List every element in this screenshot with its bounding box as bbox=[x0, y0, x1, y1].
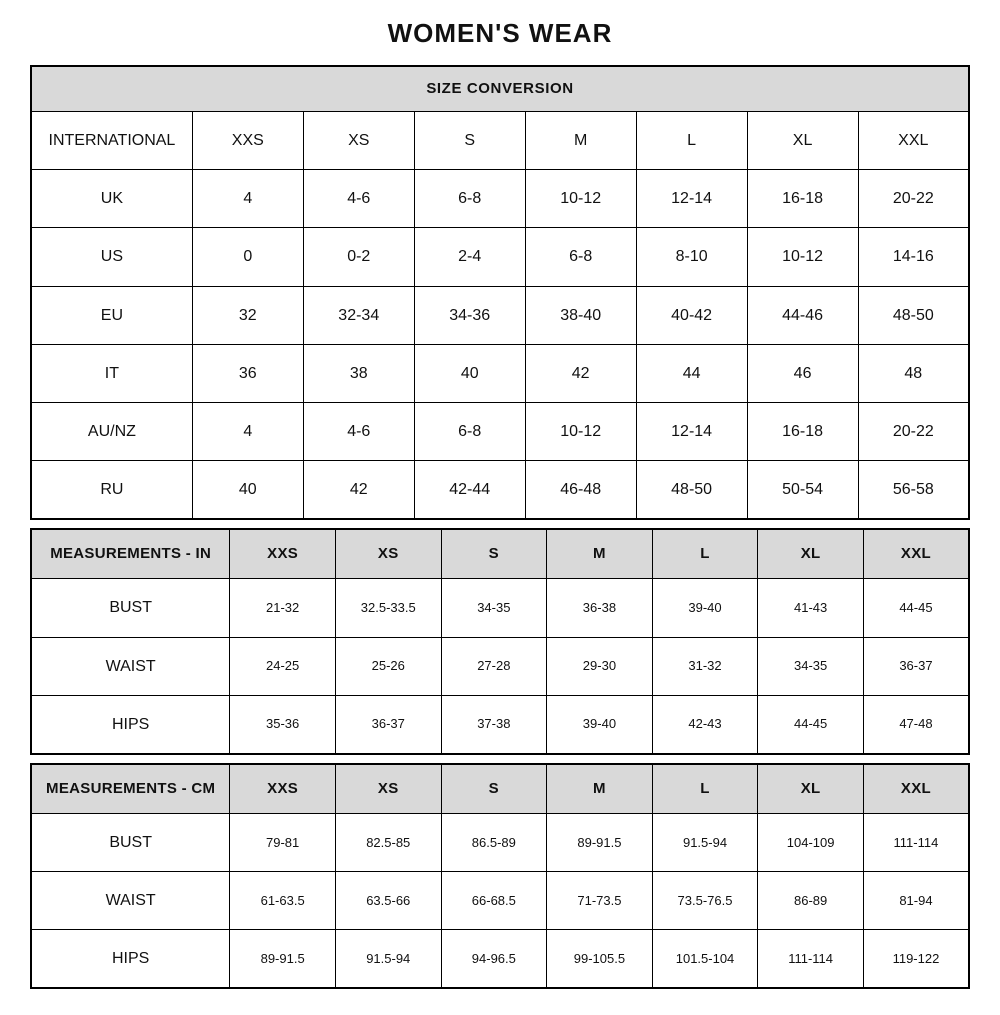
value-cell: 40-42 bbox=[636, 286, 747, 344]
value-cell: 86-89 bbox=[758, 872, 864, 930]
value-cell: 79-81 bbox=[230, 813, 336, 871]
value-cell: 0-2 bbox=[303, 228, 414, 286]
column-header: XS bbox=[303, 112, 414, 170]
value-cell: 32.5-33.5 bbox=[335, 579, 441, 637]
value-cell: 81-94 bbox=[863, 872, 969, 930]
value-cell: 24-25 bbox=[230, 637, 336, 695]
value-cell: 10-12 bbox=[525, 402, 636, 460]
column-header: L bbox=[636, 112, 747, 170]
value-cell: 44-46 bbox=[747, 286, 858, 344]
value-cell: 25-26 bbox=[335, 637, 441, 695]
value-cell: 21-32 bbox=[230, 579, 336, 637]
column-header: XXS bbox=[230, 529, 336, 579]
value-cell: 42-44 bbox=[414, 461, 525, 520]
row-label: UK bbox=[31, 170, 192, 228]
value-cell: 10-12 bbox=[747, 228, 858, 286]
value-cell: 4-6 bbox=[303, 170, 414, 228]
value-cell: 89-91.5 bbox=[230, 930, 336, 989]
value-cell: 50-54 bbox=[747, 461, 858, 520]
table-row bbox=[31, 813, 969, 871]
value-cell: 40 bbox=[192, 461, 303, 520]
table-row bbox=[31, 579, 969, 637]
value-cell: 48-50 bbox=[858, 286, 969, 344]
value-cell: 61-63.5 bbox=[230, 872, 336, 930]
value-cell: 38-40 bbox=[525, 286, 636, 344]
value-cell: 4 bbox=[192, 170, 303, 228]
value-cell: 40 bbox=[414, 344, 525, 402]
value-cell: 32 bbox=[192, 286, 303, 344]
value-cell: 32-34 bbox=[303, 286, 414, 344]
table-banner: SIZE CONVERSION bbox=[31, 66, 969, 112]
value-cell: 35-36 bbox=[230, 695, 336, 754]
value-cell: 12-14 bbox=[636, 402, 747, 460]
value-cell: 4 bbox=[192, 402, 303, 460]
column-header: S bbox=[441, 764, 547, 814]
table-row bbox=[31, 930, 969, 989]
value-cell: 56-58 bbox=[858, 461, 969, 520]
value-cell: 44-45 bbox=[863, 579, 969, 637]
value-cell: 31-32 bbox=[652, 637, 758, 695]
value-cell: 104-109 bbox=[758, 813, 864, 871]
value-cell: 34-35 bbox=[758, 637, 864, 695]
value-cell: 42-43 bbox=[652, 695, 758, 754]
header-label: MEASUREMENTS - IN bbox=[31, 529, 230, 579]
row-label: BUST bbox=[31, 813, 230, 871]
value-cell: 36-37 bbox=[335, 695, 441, 754]
column-header: XXS bbox=[230, 764, 336, 814]
table-row bbox=[31, 228, 969, 286]
table-row bbox=[31, 286, 969, 344]
size-conversion-table bbox=[30, 65, 970, 520]
value-cell: 71-73.5 bbox=[547, 872, 653, 930]
value-cell: 8-10 bbox=[636, 228, 747, 286]
value-cell: 36-37 bbox=[863, 637, 969, 695]
value-cell: 6-8 bbox=[414, 402, 525, 460]
value-cell: 6-8 bbox=[414, 170, 525, 228]
column-header: L bbox=[652, 529, 758, 579]
value-cell: 39-40 bbox=[652, 579, 758, 637]
value-cell: 37-38 bbox=[441, 695, 547, 754]
value-cell: 2-4 bbox=[414, 228, 525, 286]
column-header: L bbox=[652, 764, 758, 814]
value-cell: 38 bbox=[303, 344, 414, 402]
measurements-in-table bbox=[30, 528, 970, 755]
table-row bbox=[31, 695, 969, 754]
value-cell: 4-6 bbox=[303, 402, 414, 460]
table-row bbox=[31, 344, 969, 402]
value-cell: 27-28 bbox=[441, 637, 547, 695]
column-header: XXL bbox=[858, 112, 969, 170]
value-cell: 46-48 bbox=[525, 461, 636, 520]
value-cell: 16-18 bbox=[747, 170, 858, 228]
value-cell: 111-114 bbox=[863, 813, 969, 871]
table-row bbox=[31, 637, 969, 695]
value-cell: 14-16 bbox=[858, 228, 969, 286]
column-header: M bbox=[547, 764, 653, 814]
column-header: XS bbox=[335, 529, 441, 579]
value-cell: 63.5-66 bbox=[335, 872, 441, 930]
row-label: HIPS bbox=[31, 695, 230, 754]
value-cell: 91.5-94 bbox=[652, 813, 758, 871]
value-cell: 73.5-76.5 bbox=[652, 872, 758, 930]
header-label: MEASUREMENTS - CM bbox=[31, 764, 230, 814]
row-label: AU/NZ bbox=[31, 402, 192, 460]
table-row bbox=[31, 170, 969, 228]
value-cell: 41-43 bbox=[758, 579, 864, 637]
row-label: EU bbox=[31, 286, 192, 344]
value-cell: 6-8 bbox=[525, 228, 636, 286]
table-row bbox=[31, 872, 969, 930]
column-header: M bbox=[525, 112, 636, 170]
value-cell: 10-12 bbox=[525, 170, 636, 228]
value-cell: 46 bbox=[747, 344, 858, 402]
row-label: WAIST bbox=[31, 637, 230, 695]
value-cell: 36 bbox=[192, 344, 303, 402]
value-cell: 34-36 bbox=[414, 286, 525, 344]
value-cell: 39-40 bbox=[547, 695, 653, 754]
row-label: HIPS bbox=[31, 930, 230, 989]
value-cell: 44 bbox=[636, 344, 747, 402]
value-cell: 119-122 bbox=[863, 930, 969, 989]
value-cell: 12-14 bbox=[636, 170, 747, 228]
row-label: WAIST bbox=[31, 872, 230, 930]
column-header: S bbox=[441, 529, 547, 579]
value-cell: 101.5-104 bbox=[652, 930, 758, 989]
column-header: S bbox=[414, 112, 525, 170]
value-cell: 82.5-85 bbox=[335, 813, 441, 871]
header-label: INTERNATIONAL bbox=[31, 112, 192, 170]
value-cell: 66-68.5 bbox=[441, 872, 547, 930]
value-cell: 111-114 bbox=[758, 930, 864, 989]
value-cell: 36-38 bbox=[547, 579, 653, 637]
value-cell: 29-30 bbox=[547, 637, 653, 695]
value-cell: 86.5-89 bbox=[441, 813, 547, 871]
column-header: XL bbox=[758, 764, 864, 814]
value-cell: 48-50 bbox=[636, 461, 747, 520]
value-cell: 20-22 bbox=[858, 402, 969, 460]
value-cell: 99-105.5 bbox=[547, 930, 653, 989]
value-cell: 91.5-94 bbox=[335, 930, 441, 989]
value-cell: 47-48 bbox=[863, 695, 969, 754]
column-header: XL bbox=[747, 112, 858, 170]
column-header: XXL bbox=[863, 764, 969, 814]
value-cell: 0 bbox=[192, 228, 303, 286]
column-header: XS bbox=[335, 764, 441, 814]
page-title: WOMEN'S WEAR bbox=[387, 18, 613, 48]
measurements-cm-table bbox=[30, 763, 970, 990]
value-cell: 42 bbox=[525, 344, 636, 402]
value-cell: 44-45 bbox=[758, 695, 864, 754]
column-header: XXS bbox=[192, 112, 303, 170]
value-cell: 34-35 bbox=[441, 579, 547, 637]
value-cell: 48 bbox=[858, 344, 969, 402]
table-row bbox=[31, 402, 969, 460]
row-label: IT bbox=[31, 344, 192, 402]
value-cell: 94-96.5 bbox=[441, 930, 547, 989]
value-cell: 42 bbox=[303, 461, 414, 520]
row-label: US bbox=[31, 228, 192, 286]
value-cell: 20-22 bbox=[858, 170, 969, 228]
value-cell: 16-18 bbox=[747, 402, 858, 460]
column-header: XL bbox=[758, 529, 864, 579]
row-label: RU bbox=[31, 461, 192, 520]
row-label: BUST bbox=[31, 579, 230, 637]
table-row bbox=[31, 461, 969, 520]
column-header: M bbox=[547, 529, 653, 579]
value-cell: 89-91.5 bbox=[547, 813, 653, 871]
column-header: XXL bbox=[863, 529, 969, 579]
